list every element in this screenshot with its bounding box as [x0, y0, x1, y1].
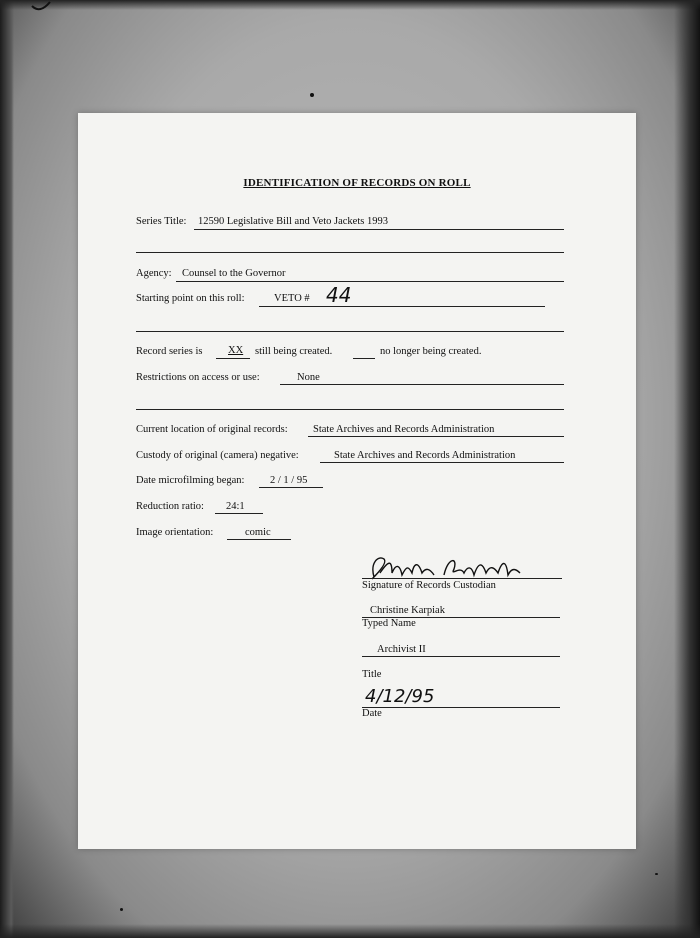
series-title-rule — [194, 229, 564, 230]
records-form-page — [78, 113, 636, 849]
record-series-prefix: Record series is — [136, 346, 203, 357]
blank-rule — [136, 409, 564, 410]
custody-label: Custody of original (camera) negative: — [136, 450, 299, 461]
record-series-no-longer: no longer being created. — [380, 346, 482, 357]
film-edge-right — [674, 0, 700, 938]
agency-value: Counsel to the Governor — [182, 268, 286, 279]
film-edge-bottom — [0, 924, 700, 938]
agency-label: Agency: — [136, 268, 172, 279]
record-series-still: still being created. — [255, 346, 333, 357]
blank-rule — [136, 331, 564, 332]
series-title-value: 12590 Legislative Bill and Veto Jackets 1993 — [198, 216, 388, 227]
current-location-rule — [308, 436, 564, 437]
reduction-ratio-rule — [215, 513, 263, 514]
image-orientation-rule — [227, 539, 291, 540]
date-rule — [362, 707, 560, 708]
image-orientation-value: comic — [245, 527, 271, 538]
image-orientation-label: Image orientation: — [136, 527, 214, 538]
typed-name-label: Typed Name — [362, 618, 416, 629]
starting-point-label: Starting point on this roll: — [136, 293, 245, 304]
film-edge-left — [0, 0, 14, 938]
restrictions-value: None — [297, 372, 320, 383]
starting-point-handwritten: 44 — [326, 283, 352, 307]
series-title-label: Series Title: — [136, 216, 187, 227]
film-edge-top — [0, 0, 700, 10]
title-label: Title — [362, 669, 382, 680]
restrictions-rule — [280, 384, 564, 385]
form-heading: IDENTIFICATION OF RECORDS ON ROLL — [243, 177, 471, 189]
blank-rule — [136, 252, 564, 253]
starting-point-value: VETO # — [274, 293, 310, 304]
starting-point-rule — [259, 306, 545, 307]
custody-rule — [320, 462, 564, 463]
reduction-ratio-value: 24:1 — [226, 501, 245, 512]
date-label: Date — [362, 708, 382, 719]
date-began-value: 2 / 1 / 95 — [270, 475, 308, 486]
dust-speck — [310, 93, 314, 97]
date-began-label: Date microfilming began: — [136, 475, 245, 486]
dust-speck — [120, 908, 123, 911]
title-rule — [362, 656, 560, 657]
date-began-rule — [259, 487, 323, 488]
record-series-no-longer-rule — [353, 358, 375, 359]
current-location-value: State Archives and Records Administration — [313, 424, 495, 435]
record-series-mark: XX — [228, 345, 244, 356]
current-location-label: Current location of original records: — [136, 424, 288, 435]
reduction-ratio-label: Reduction ratio: — [136, 501, 204, 512]
record-series-still-rule — [216, 358, 250, 359]
signature-rule — [362, 578, 562, 579]
signature-label: Signature of Records Custodian — [362, 580, 496, 591]
restrictions-label: Restrictions on access or use: — [136, 372, 260, 383]
custody-value: State Archives and Records Administration — [334, 450, 516, 461]
agency-rule — [176, 281, 564, 282]
typed-name-value: Christine Karpiak — [370, 605, 445, 616]
date-handwritten: 4/12/95 — [365, 686, 435, 707]
dust-speck — [655, 873, 658, 875]
film-scratch — [30, 0, 54, 14]
title-value: Archivist II — [377, 644, 426, 655]
